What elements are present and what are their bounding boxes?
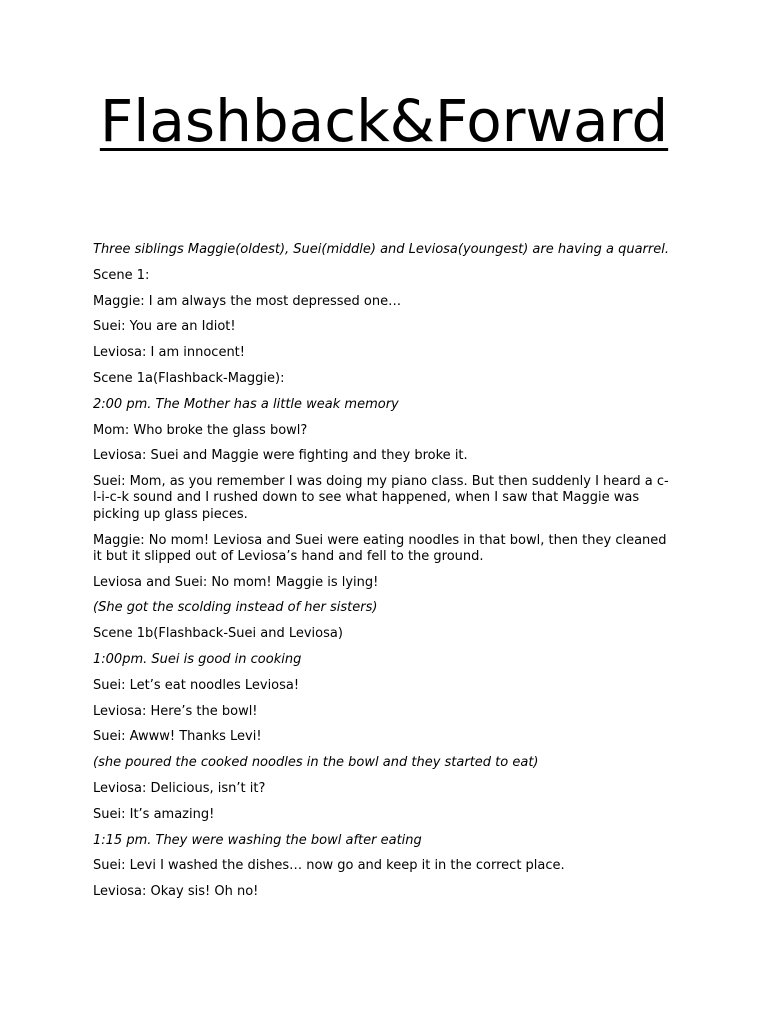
document-paragraph: Leviosa: I am innocent!	[93, 345, 245, 361]
document-title: Flashback&Forward	[99, 87, 669, 155]
document-paragraph: Three siblings Maggie(oldest), Suei(middle) and Leviosa(youngest) are having a quarrel.	[93, 242, 669, 257]
document-paragraph: (She got the scolding instead of her sisters)	[93, 600, 378, 616]
document-paragraph: Leviosa: Here’s the bowl!	[93, 703, 258, 719]
document-paragraph: Scene 1a(Flashback-Maggie):	[93, 370, 285, 386]
document-paragraph: Scene 1:	[93, 267, 150, 283]
document-paragraph: Mom: Who broke the glass bowl?	[93, 422, 308, 438]
document-paragraph: Maggie: No mom! Leviosa and Suei were eating noodles in that bowl, then they cleaned it but it slipped out of Leviosa’s hand and fell to the ground.	[93, 532, 667, 564]
document-paragraph: Suei: You are an Idiot!	[93, 319, 236, 335]
document-paragraph: Leviosa: Suei and Maggie were fighting and they broke it.	[93, 448, 468, 464]
document-paragraph: Leviosa and Suei: No mom! Maggie is lying!	[93, 574, 379, 590]
document-paragraph: Suei: Mom, as you remember I was doing my piano class. But then suddenly I heard a c-l-i-c-k sound and I rushed down to see what happened, when I saw that Maggie was picking up glass pieces.	[93, 474, 669, 522]
document-paragraph: Suei: Let’s eat noodles Leviosa!	[93, 677, 300, 693]
document-paragraph: Maggie: I am always the most depressed one…	[93, 293, 402, 309]
document-paragraph: Leviosa: Okay sis! Oh no!	[93, 884, 259, 900]
document-paragraph: Suei: Awww! Thanks Levi!	[93, 729, 262, 745]
document-paragraph: Suei: It’s amazing!	[93, 806, 215, 822]
document-paragraph: (she poured the cooked noodles in the bowl and they started to eat)	[93, 755, 539, 771]
document-paragraph: Scene 1b(Flashback-Suei and Leviosa)	[93, 626, 343, 642]
document-paragraph: Suei: Levi I washed the dishes… now go and keep it in the correct place.	[93, 858, 565, 874]
document-paragraph: 2:00 pm. The Mother has a little weak memory	[93, 396, 399, 412]
document-paragraph: Leviosa: Delicious, isn’t it?	[93, 781, 266, 797]
document-paragraph: 1:15 pm. They were washing the bowl after eating	[93, 832, 422, 848]
document-body	[93, 242, 673, 910]
document-paragraph: 1:00pm. Suei is good in cooking	[93, 652, 302, 668]
